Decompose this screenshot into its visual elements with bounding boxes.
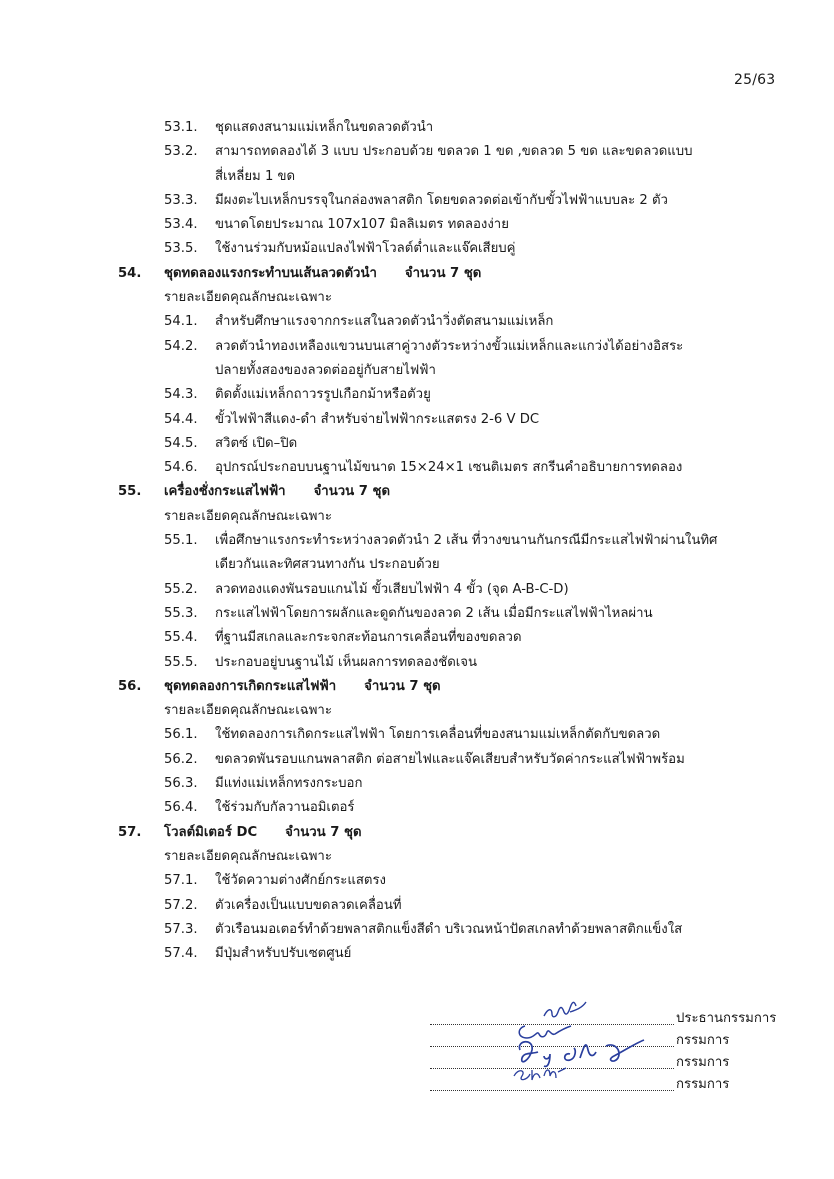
spec-item-text: ติดตั้งแม่เหล็กถาวรรูปเกือกม้าหรือตัวยู (215, 387, 431, 403)
spec-detail-label-text: รายละเอียดคุณลักษณะเฉพาะ (164, 848, 332, 864)
committee-signatures (430, 1008, 810, 1096)
spec-item-text: มีผงตะไบเหล็กบรรจุในกล่องพลาสติก โดยขดลวดต่อเข้ากับขั้วไฟฟ้าแบบละ 2 ตัว (215, 192, 668, 208)
spec-item-line (0, 723, 834, 747)
spec-item-line (0, 748, 834, 772)
spec-item-number: 55.1. (164, 533, 198, 549)
section-quantity: จำนวน 7 ชุด (285, 824, 362, 840)
spec-item-number: 53.2. (164, 144, 198, 160)
spec-item-number: 55.2. (164, 581, 198, 597)
signature-row (430, 1052, 810, 1074)
spec-item-line (0, 456, 834, 480)
spec-item-number: 53.3. (164, 192, 198, 208)
spec-item-line (0, 310, 834, 334)
spec-item-number: 57.3. (164, 921, 198, 937)
spec-detail-label-text: รายละเอียดคุณลักษณะเฉพาะ (164, 508, 332, 524)
spec-item-line (0, 140, 834, 164)
spec-item-text: อุปกรณ์ประกอบบนฐานไม้ขนาด 15×24×1 เซนติเมตร สกรีนคำอธิบายการทดลอง (215, 460, 683, 476)
section-quantity: จำนวน 7 ชุด (404, 265, 482, 281)
spec-detail-label (0, 505, 834, 529)
spec-item-number: 55.3. (164, 605, 198, 621)
spec-item-text: ใช้งานร่วมกับหม้อแปลงไฟฟ้าโวลต์ต่ำและแจ๊คเสียบคู่ (215, 241, 516, 257)
spec-item-line (0, 189, 834, 213)
spec-item-text: มีแท่งแม่เหล็กทรงกระบอก (215, 776, 363, 792)
spec-item-line (0, 918, 834, 942)
spec-item-number: 56.4. (164, 800, 198, 816)
spec-item-number: 54.2. (164, 338, 198, 354)
spec-item-line (0, 869, 834, 893)
spec-item-number: 54.1. (164, 314, 198, 330)
signature-role: ประธานกรรมการ (676, 1011, 777, 1026)
signature-row (430, 1008, 810, 1030)
signature-line (430, 1024, 674, 1025)
spec-item-line (0, 165, 834, 189)
section-quantity: จำนวน 7 ชุด (313, 484, 391, 500)
spec-item-number: 53.4. (164, 217, 198, 233)
spec-item-number: 55.4. (164, 630, 198, 646)
spec-item-text: เพื่อศึกษาแรงกระทำระหว่างลวดตัวนำ 2 เส้น ที่วางขนานกันกรณีมีกระแสไฟฟ้าผ่านในทิศ (215, 533, 718, 549)
section-title: ชุดทดลองแรงกระทำบนเส้นลวดตัวนำ จำนวน 7 ชุด (164, 265, 482, 281)
spec-item-line (0, 432, 834, 456)
spec-item-text: ใช้ร่วมกับกัลวานอมิเตอร์ (215, 800, 355, 816)
section-title: โวลต์มิเตอร์ DC จำนวน 7 ชุด (164, 824, 362, 840)
spec-item-number: 56.3. (164, 776, 198, 792)
spec-item-line (0, 408, 834, 432)
section-title: เครื่องชั่งกระแสไฟฟ้า จำนวน 7 ชุด (164, 484, 391, 500)
spec-item-text: ประกอบอยู่บนฐานไม้ เห็นผลการทดลองชัดเจน (215, 654, 478, 670)
spec-item-line (0, 553, 834, 577)
section-heading (0, 821, 834, 845)
spec-item-text: ขดลวดพันรอบแกนพลาสติก ต่อสายไฟและแจ๊คเสียบสำหรับวัดค่ากระแสไฟฟ้าพร้อม (215, 751, 685, 767)
spec-item-line (0, 335, 834, 359)
spec-item-number: 55.5. (164, 654, 198, 670)
spec-item-text: ใช้ทดลองการเกิดกระแสไฟฟ้า โดยการเคลื่อนที่ของสนามแม่เหล็กตัดกับขดลวด (215, 727, 661, 743)
spec-item-text: กระแสไฟฟ้าโดยการผลักและดูดกันของลวด 2 เส้น เมื่อมีกระแสไฟฟ้าไหลผ่าน (215, 605, 653, 621)
spec-item-text: ลวดทองแดงพันรอบแกนไม้ ขั้วเสียบไฟฟ้า 4 ขั้ว (จุด A-B-C-D) (215, 581, 569, 597)
spec-item-text: ตัวเรือนมอเตอร์ทำด้วยพลาสติกแข็งสีดำ บริเวณหน้าปัดสเกลทำด้วยพลาสติกแข็งใส (215, 921, 683, 937)
spec-item-text: ปลายทั้งสองของลวดต่ออยู่กับสายไฟฟ้า (215, 362, 436, 378)
spec-item-line (0, 383, 834, 407)
document-body (0, 116, 834, 966)
section-quantity: จำนวน 7 ชุด (364, 678, 441, 694)
spec-item-line (0, 772, 834, 796)
spec-item-text: สวิตซ์ เปิด–ปิด (215, 435, 298, 451)
spec-item-text: เดียวกันและทิศสวนทางกัน ประกอบด้วย (215, 557, 440, 573)
spec-detail-label-text: รายละเอียดคุณลักษณะเฉพาะ (164, 290, 332, 306)
spec-item-text: ขั้วไฟฟ้าสีแดง-ดำ สำหรับจ่ายไฟฟ้ากระแสตรง 2-6 V DC (215, 411, 540, 427)
spec-item-number: 53.1. (164, 120, 198, 135)
spec-item-number: 54.3. (164, 387, 198, 403)
spec-item-text: ตัวเครื่องเป็นแบบขดลวดเคลื่อนที่ (215, 897, 402, 913)
spec-item-number: 56.1. (164, 727, 198, 743)
spec-item-number: 57.4. (164, 946, 198, 962)
spec-item-line (0, 529, 834, 553)
section-title: ชุดทดลองการเกิดกระแสไฟฟ้า จำนวน 7 ชุด (164, 678, 441, 694)
signature-line (430, 1046, 674, 1047)
spec-item-line (0, 942, 834, 966)
signature-line (430, 1068, 674, 1069)
spec-item-number: 56.2. (164, 751, 198, 767)
spec-item-text: ขนาดโดยประมาณ 107x107 มิลลิเมตร ทดลองง่าย (215, 217, 509, 233)
spec-item-line (0, 578, 834, 602)
spec-item-text: ใช้วัดความต่างศักย์กระแสตรง (215, 873, 386, 889)
spec-item-line (0, 213, 834, 237)
spec-item-line (0, 894, 834, 918)
spec-detail-label-text: รายละเอียดคุณลักษณะเฉพาะ (164, 703, 332, 719)
signature-row (430, 1030, 810, 1052)
spec-item-number: 54.4. (164, 411, 198, 427)
spec-item-text: ที่ฐานมีสเกลและกระจกสะท้อนการเคลื่อนที่ของขดลวด (215, 630, 522, 646)
spec-item-line (0, 626, 834, 650)
section-heading (0, 480, 834, 504)
section-number: 57. (118, 824, 142, 840)
spec-item-line (0, 602, 834, 626)
spec-item-text: มีปุ่มสำหรับปรับเซตศูนย์ (215, 946, 352, 962)
section-heading (0, 675, 834, 699)
spec-item-line (0, 359, 834, 383)
spec-detail-label (0, 286, 834, 310)
section-heading (0, 262, 834, 286)
spec-item-text: ชุดแสดงสนามแม่เหล็กในขดลวดตัวนำ (215, 120, 434, 135)
signature-line (430, 1090, 674, 1091)
signature-role: กรรมการ (676, 1033, 730, 1048)
spec-item-number: 53.5. (164, 241, 198, 257)
spec-detail-label (0, 699, 834, 723)
spec-item-text: สี่เหลี่ยม 1 ขด (215, 168, 296, 184)
signature-role: กรรมการ (676, 1055, 730, 1070)
spec-item-text: ลวดตัวนำทองเหลืองแขวนบนเสาคู่วางตัวระหว่างขั้วแม่เหล็กและแกว่งได้อย่างอิสระ (215, 338, 684, 354)
spec-item-number: 54.6. (164, 460, 198, 476)
spec-item-text: สำหรับศึกษาแรงจากกระแสในลวดตัวนำวิ่งตัดสนามแม่เหล็ก (215, 314, 554, 330)
section-number: 56. (118, 678, 142, 694)
spec-item-line (0, 237, 834, 261)
spec-item-number: 57.2. (164, 897, 198, 913)
section-number: 54. (118, 265, 142, 281)
signature-row (430, 1074, 810, 1096)
spec-item-line (0, 651, 834, 675)
spec-item-text: สามารถทดลองได้ 3 แบบ ประกอบด้วย ขดลวด 1 ขด ,ขดลวด 5 ขด และขดลวดแบบ (215, 144, 693, 160)
spec-item-number: 54.5. (164, 435, 198, 451)
spec-item-number: 57.1. (164, 873, 198, 889)
spec-item-line (0, 796, 834, 820)
signature-role: กรรมการ (676, 1077, 730, 1092)
spec-detail-label (0, 845, 834, 869)
section-number: 55. (118, 484, 142, 500)
handwritten-signature (540, 998, 590, 1022)
page-number: 25/63 (734, 72, 776, 88)
spec-item-line (0, 116, 834, 140)
